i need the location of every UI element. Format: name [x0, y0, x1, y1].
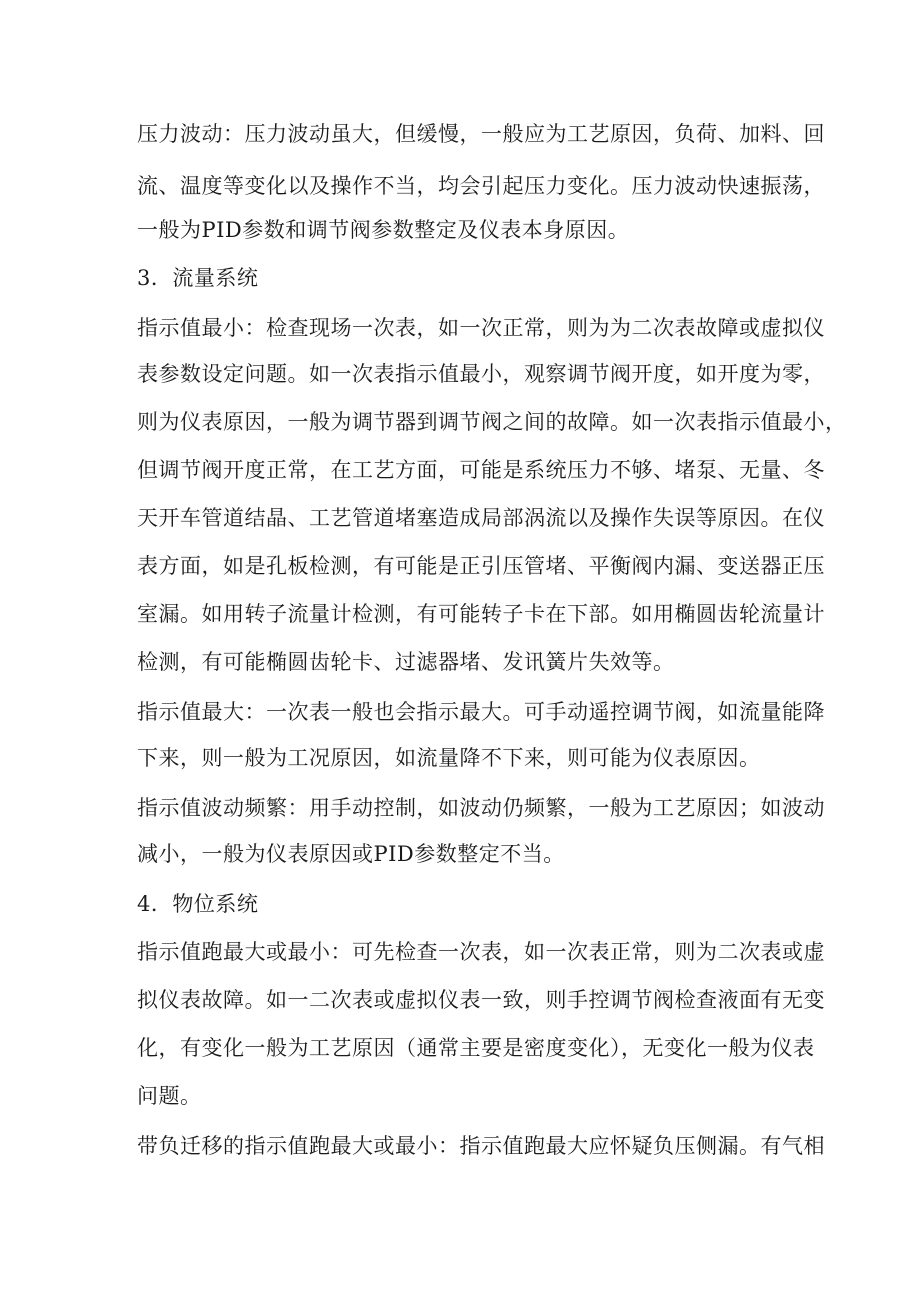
text-line: 指示值跑最大或最小：可先检查一次表，如一次表正常，则为二次表或虚: [137, 940, 825, 964]
text-line: 指示值最小：检查现场一次表，如一次正常，则为为二次表故障或虚拟仪: [137, 316, 825, 340]
section-heading: 4．物位系统: [137, 892, 259, 916]
text-line: 问题。: [137, 1084, 202, 1108]
text-line: 检测，有可能椭圆齿轮卡、过滤器堵、发讯簧片失效等。: [137, 650, 675, 674]
text-line: 天开车管道结晶、工艺管道堵塞造成局部涡流以及操作失误等原因。在仪: [137, 506, 825, 530]
text-line: 带负迁移的指示值跑最大或最小：指示值跑最大应怀疑负压侧漏。有气相: [137, 1134, 825, 1158]
text-line: 表参数设定问题。如一次表指示值最小，观察调节阀开度，如开度为零，: [137, 362, 825, 386]
section-heading: 3．流量系统: [137, 266, 259, 290]
text-line: 一般为PID参数和调节阀参数整定及仪表本身原因。: [137, 218, 630, 242]
text-line: 化，有变化一般为工艺原因（通常主要是密度变化），无变化一般为仪表: [137, 1036, 815, 1060]
text-line: 指示值最大：一次表一般也会指示最大。可手动遥控调节阀，如流量能降: [137, 700, 825, 724]
text-line: 下来，则一般为工况原因，如流量降不下来，则可能为仪表原因。: [137, 746, 761, 770]
text-line: 流、温度等变化以及操作不当，均会引起压力变化。压力波动快速振荡，: [137, 174, 825, 198]
text-line: 则为仪表原因，一般为调节器到调节阀之间的故障。如一次表指示值最小，: [137, 410, 847, 434]
text-line: 压力波动：压力波动虽大，但缓慢，一般应为工艺原因，负荷、加料、回: [137, 122, 825, 146]
text-line: 但调节阀开度正常，在工艺方面，可能是系统压力不够、堵泵、无量、冬: [137, 458, 825, 482]
text-line: 表方面，如是孔板检测，有可能是正引压管堵、平衡阀内漏、变送器正压: [137, 554, 825, 578]
text-line: 室漏。如用转子流量计检测，有可能转子卡在下部。如用椭圆齿轮流量计: [137, 602, 825, 626]
text-line: 指示值波动频繁：用手动控制，如波动仍频繁，一般为工艺原因；如波动: [137, 796, 825, 820]
text-line: 拟仪表故障。如一二次表或虚拟仪表一致，则手控调节阀检查液面有无变: [137, 988, 825, 1012]
text-line: 减小，一般为仪表原因或PID参数整定不当。: [137, 842, 565, 866]
